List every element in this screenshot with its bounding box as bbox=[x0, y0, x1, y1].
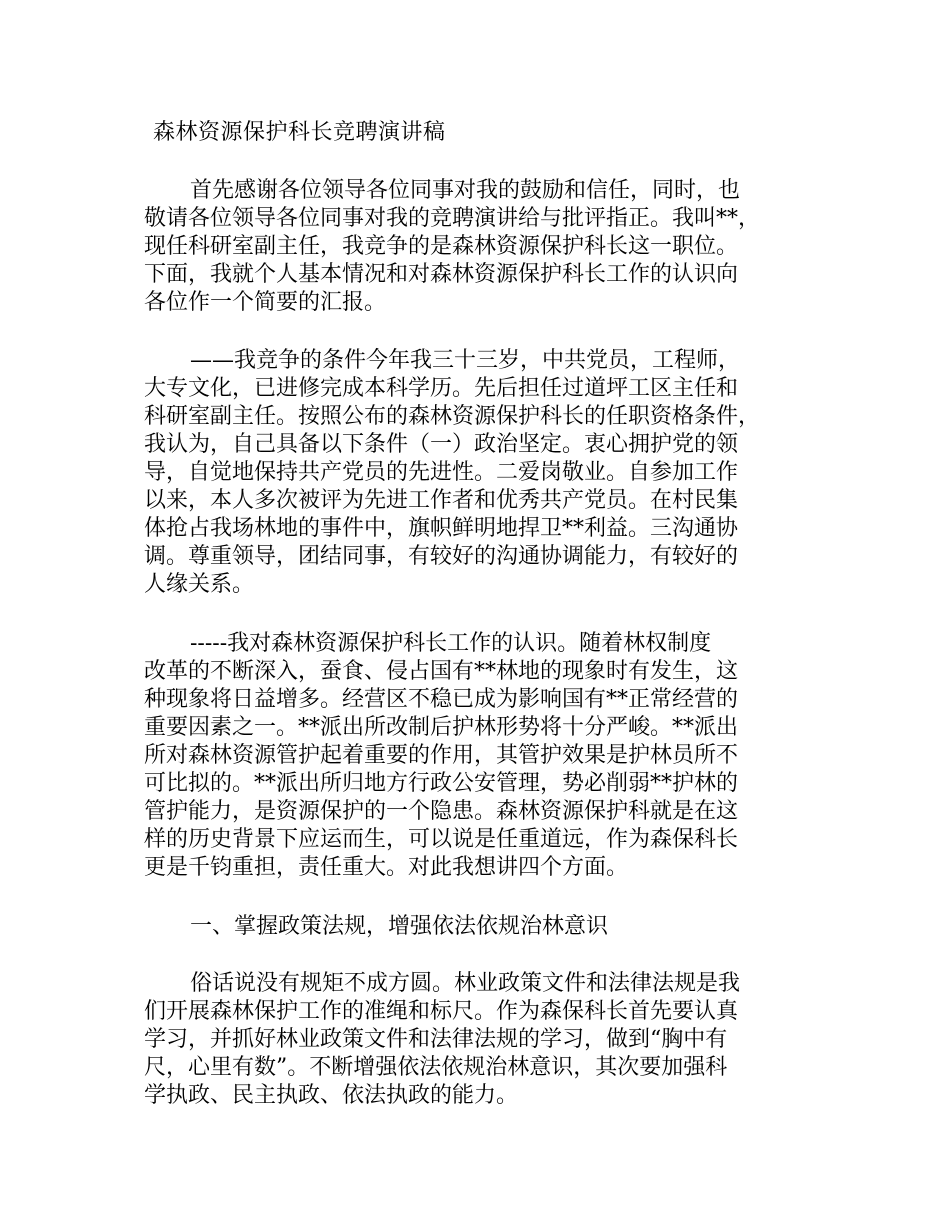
text-line: 科研室副主任。按照公布的森林资源保护科长的任职资格条件， bbox=[144, 404, 761, 429]
text-line: 调。尊重领导，团结同事，有较好的沟通协调能力，有较好的 bbox=[144, 544, 739, 569]
text-line: 样的历史背景下应运而生，可以说是任重道远，作为森保科长 bbox=[144, 827, 739, 852]
paragraph-understanding bbox=[144, 630, 824, 882]
section-heading bbox=[144, 913, 824, 941]
text-line: 重要因素之一。**派出所改制后护林形势将十分严峻。**派出 bbox=[144, 715, 739, 740]
text-line: 大专文化，已进修完成本科学历。先后担任过道坪工区主任和 bbox=[144, 376, 739, 401]
text-line: 种现象将日益增多。经营区不稳已成为影响国有**正常经营的 bbox=[144, 687, 739, 712]
text-line: -----我对森林资源保护科长工作的认识。随着林权制度 bbox=[190, 631, 712, 656]
text-line: 们开展森林保护工作的准绳和标尺。作为森保科长首先要认真 bbox=[144, 999, 739, 1024]
text-line: 更是千钧重担，责任重大。对此我想讲四个方面。 bbox=[144, 855, 629, 880]
text-line: 学执政、民主执政、依法执政的能力。 bbox=[144, 1083, 519, 1108]
text-line: ——我竞争的条件今年我三十三岁，中共党员，工程师， bbox=[190, 348, 741, 373]
text-line: 导，自觉地保持共产党员的先进性。二爱岗敬业。自参加工作 bbox=[144, 460, 739, 485]
text-line: 首先感谢各位领导各位同事对我的鼓励和信任，同时，也 bbox=[190, 178, 741, 203]
text-line: 以来，本人多次被评为先进工作者和优秀共产党员。在村民集 bbox=[144, 488, 739, 513]
text-line: 各位作一个简要的汇报。 bbox=[144, 290, 387, 315]
text-line: 俗话说没有规矩不成方圆。林业政策文件和法律法规是我 bbox=[190, 971, 741, 996]
text-line: 学习，并抓好林业政策文件和法律法规的学习，做到“胸中有 bbox=[144, 1027, 728, 1052]
text-line: 下面，我就个人基本情况和对森林资源保护科长工作的认识向 bbox=[144, 262, 739, 287]
text-line: 管护能力，是资源保护的一个隐患。森林资源保护科就是在这 bbox=[144, 799, 739, 824]
text-line: 敬请各位领导各位同事对我的竞聘演讲给与批评指正。我叫**， bbox=[144, 206, 761, 231]
paragraph-qualifications bbox=[144, 347, 824, 599]
paragraph-opening bbox=[144, 177, 824, 317]
text-line: 可比拟的。**派出所归地方行政公安管理，势必削弱**护林的 bbox=[144, 771, 739, 796]
text-line: 尺，心里有数”。不断增强依法依规治林意识，其次要加强科 bbox=[144, 1055, 728, 1080]
document-title: 森林资源保护科长竞聘演讲稿 bbox=[153, 120, 446, 145]
paragraph-regulations bbox=[144, 970, 824, 1110]
text-line: 体抢占我场林地的事件中，旗帜鲜明地捍卫**利益。三沟通协 bbox=[144, 516, 739, 541]
text-line: 人缘关系。 bbox=[144, 572, 255, 597]
text-line: 现任科研室副主任，我竞争的是森林资源保护科长这一职位。 bbox=[144, 234, 739, 259]
text-line: 我认为，自己具备以下条件（一）政治坚定。衷心拥护党的领 bbox=[144, 432, 739, 457]
text-line: 所对森林资源管护起着重要的作用，其管护效果是护林员所不 bbox=[144, 743, 739, 768]
heading-line: 一、掌握政策法规，增强依法依规治林意识 bbox=[190, 914, 609, 939]
text-line: 改革的不断深入，蚕食、侵占国有**林地的现象时有发生，这 bbox=[144, 659, 739, 684]
